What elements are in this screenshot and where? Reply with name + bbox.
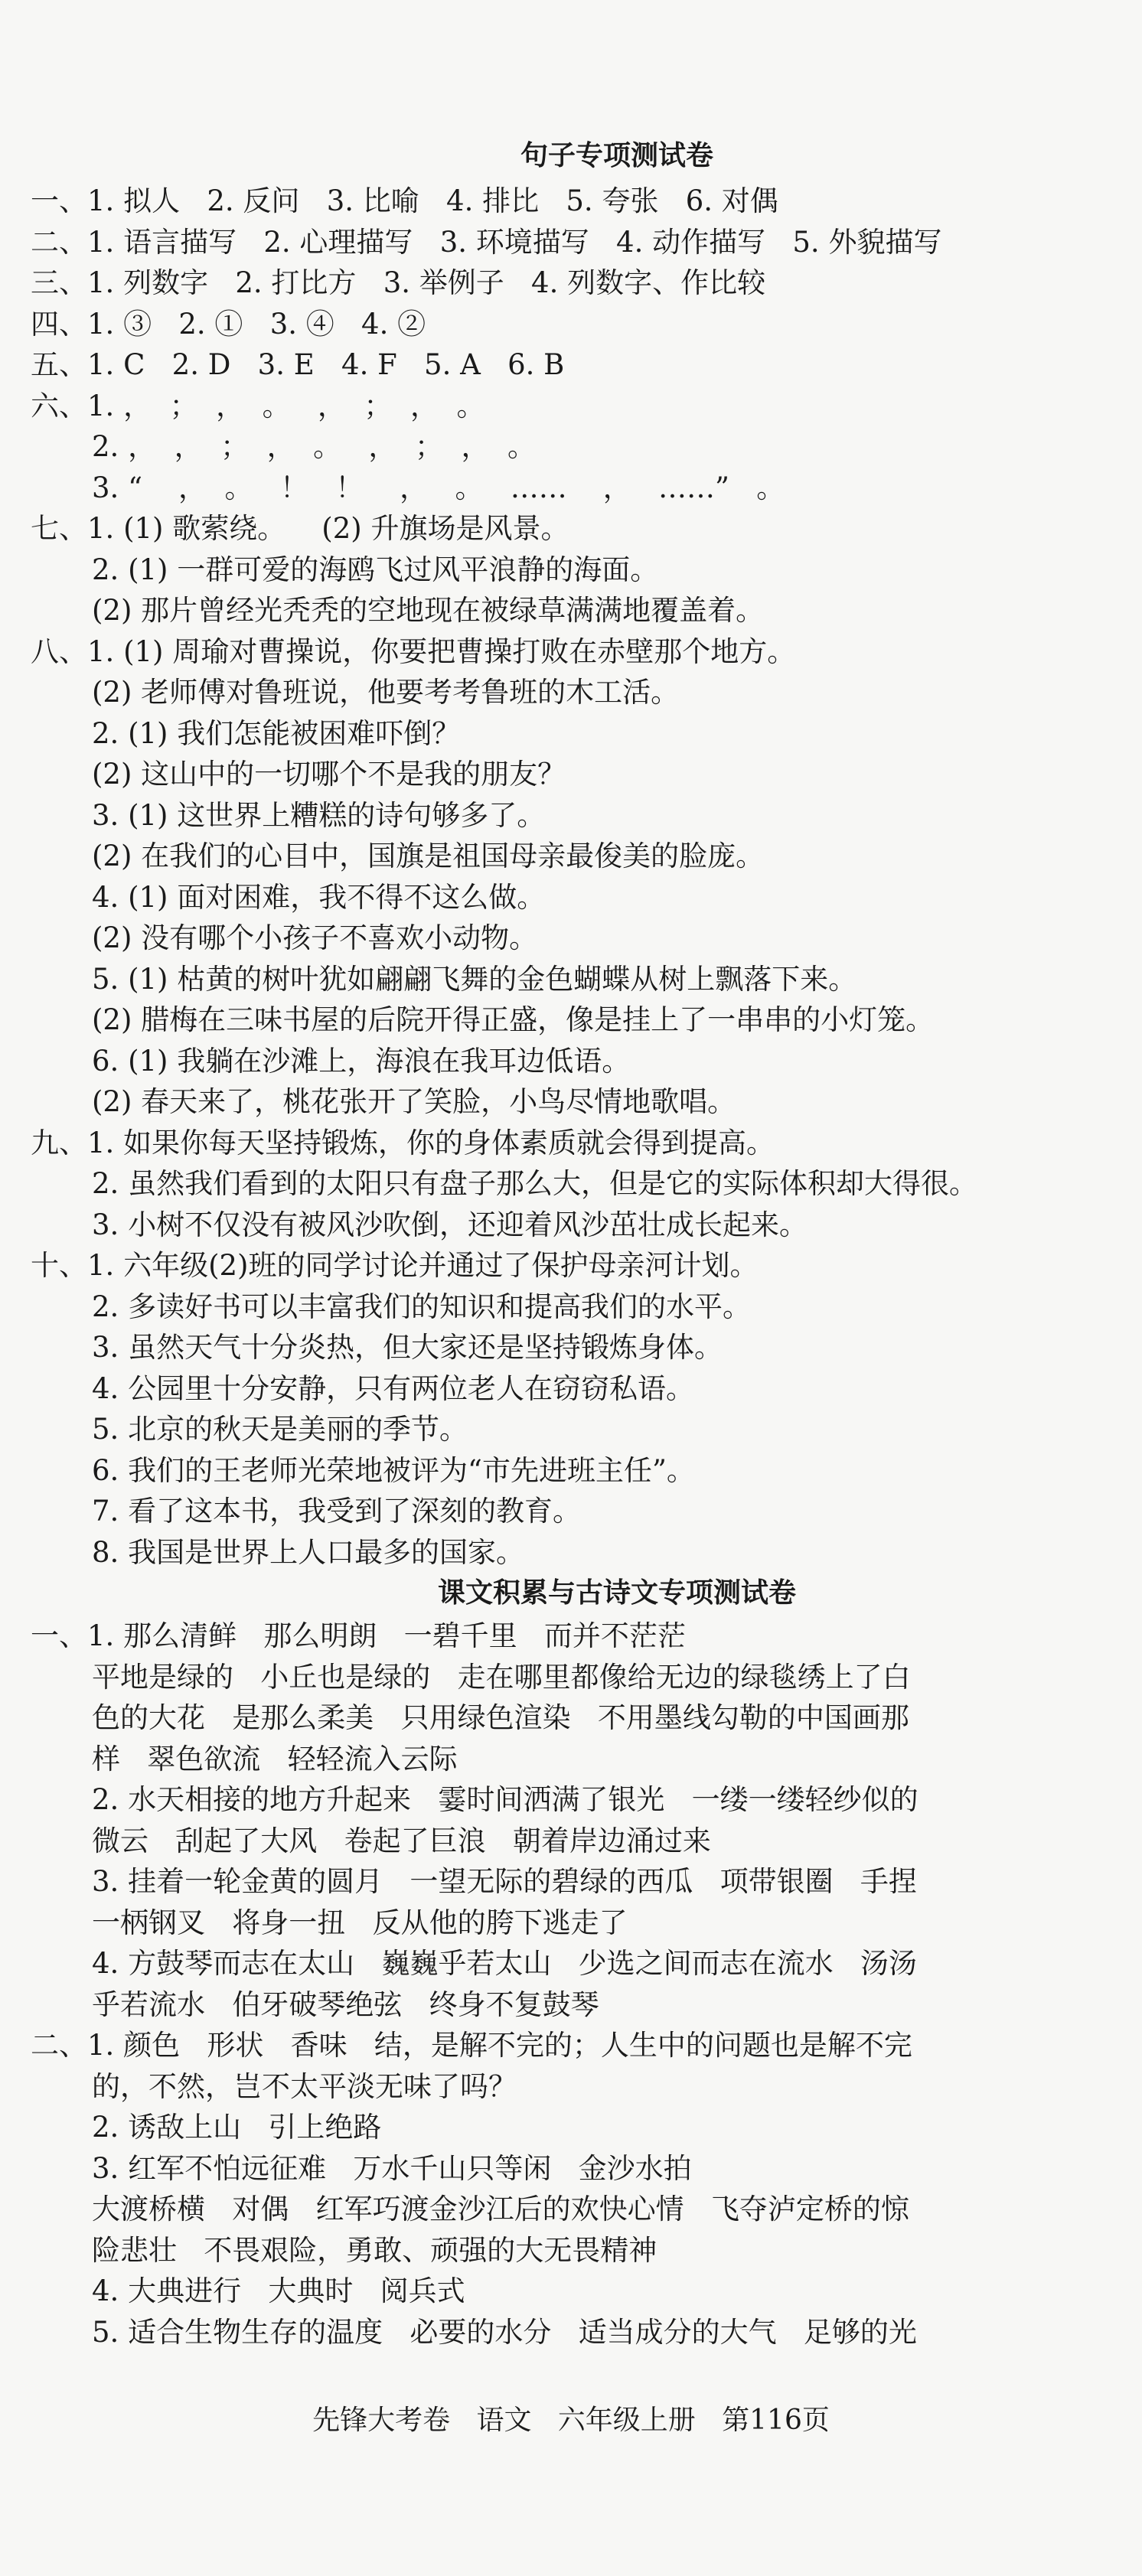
answer-line: (2) 腊梅在三味书屋的后院开得正盛，像是挂上了一串串的小灯笼。 [92,1003,935,1036]
answer-line: 2. 虽然我们看到的太阳只有盘子那么大，但是它的实际体积却大得很。 [92,1167,978,1200]
answer-line: 十、1. 六年级(2)班的同学讨论并通过了保护母亲河计划。 [31,1249,759,1282]
answer-line: 平地是绿的 小丘也是绿的 走在哪里都像给无边的绿毯绣上了白 [92,1660,911,1694]
answer-line: (2) 这山中的一切哪个不是我的朋友？ [92,758,566,791]
answer-line: 3. (1) 这世界上糟糕的诗句够多了。 [92,798,546,832]
answer-line: 6. 我们的王老师光荣地被评为“市先进班主任”。 [92,1453,695,1487]
answer-line: 3. 红军不怕远征难 万水千山只等闲 金沙水拍 [92,2151,692,2185]
answer-line: 2. 多读好书可以丰富我们的知识和提高我们的水平。 [92,1290,752,1323]
answer-line: (2) 没有哪个小孩子不喜欢小动物。 [92,921,538,954]
section2-answers [31,1616,1142,2353]
answer-line: 2. (1) 一群可爱的海鸥飞过风平浪静的海面。 [92,553,659,586]
answer-line: 险悲壮 不畏艰险，勇敢、顽强的大无畏精神 [92,2233,657,2267]
answer-line: 4. 公园里十分安静，只有两位老人在窃窃私语。 [92,1371,695,1405]
answer-line: 乎若流水 伯牙破琴绝弦 终身不复鼓琴 [92,1987,599,2021]
answer-line: 六、1. ， ； ， 。 ， ； ， 。 [31,389,485,422]
answer-line: 2. 水天相接的地方升起来 霎时间洒满了银光 一缕一缕轻纱似的 [92,1783,918,1816]
answer-line: 2. ， ， ； ， 。 ， ； ， 。 [92,430,537,463]
answer-line: (2) 在我们的心目中，国旗是祖国母亲最俊美的脸庞。 [92,840,765,872]
page-footer: 先锋大考卷 语文 六年级上册 第116页 [312,2405,830,2436]
answer-line: (2) 春天来了，桃花张开了笑脸，小鸟尽情地歌唱。 [92,1085,736,1118]
answer-line: (2) 老师傅对鲁班说，他要考考鲁班的木工活。 [92,676,680,709]
answer-line: 二、1. 语言描写 2. 心理描写 3. 环境描写 4. 动作描写 5. 外貌描写 [31,225,942,259]
answer-line: 一、1. 拟人 2. 反问 3. 比喻 4. 排比 5. 夸张 6. 对偶 [31,184,778,217]
answer-line: 一、1. 那么清鲜 那么明朗 一碧千里 而并不茫茫 [31,1619,686,1652]
answer-line: 色的大花 是那么柔美 只用绿色渲染 不用墨线勾勒的中国画那 [92,1701,909,1734]
section-title: 课文积累与古诗文专项测试卷 [437,1577,796,1609]
answer-line: 八、1. (1) 周瑜对曹操说，你要把曹操打败在赤壁那个地方。 [31,634,796,668]
answer-line: 5. 适合生物生存的温度 必要的水分 适当成分的大气 足够的光 [92,2315,917,2349]
answer-line: 九、1. 如果你每天坚持锻炼，你的身体素质就会得到提高。 [31,1126,775,1159]
answer-line: 5. 北京的秋天是美丽的季节。 [92,1413,468,1446]
answer-line: 三、1. 列数字 2. 打比方 3. 举例子 4. 列数字、作比较 [31,266,766,299]
answer-line: 的，不然，岂不太平淡无味了吗？ [92,2069,517,2103]
answer-line: 样 翠色欲流 轻轻流入云际 [92,1742,458,1775]
answer-line: 3. “ ， 。 ！ ！ ， 。 …… ， ……” 。 [92,471,785,504]
answer-line: 4. 大典进行 大典时 阅兵式 [92,2274,465,2307]
answer-line: 3. 虽然天气十分炎热，但大家还是坚持锻炼身体。 [92,1331,723,1364]
answer-line: 一柄钢叉 将身一扭 反从他的胯下逃走了 [92,1906,628,1939]
section1-answers [31,181,1142,1573]
answer-line: 5. (1) 枯黄的树叶犹如翩翩飞舞的金色蝴蝶从树上飘落下来。 [92,962,857,996]
answer-line: 7. 看了这本书，我受到了深刻的教育。 [92,1495,582,1528]
answer-line: 4. 方鼓琴而志在太山 巍巍乎若太山 少选之间而志在流水 汤汤 [92,1947,917,1980]
answer-line: 七、1. (1) 歌萦绕。 (2) 升旗场是风景。 [31,512,569,545]
answer-line: 二、1. 颜色 形状 香味 结，是解不完的；人生中的问题也是解不完 [31,2029,912,2062]
section-title: 句子专项测试卷 [520,140,713,171]
answer-line: 3. 小树不仅没有被风沙吹倒，还迎着风沙茁壮成长起来。 [92,1208,808,1241]
answer-line: 6. (1) 我躺在沙滩上，海浪在我耳边低语。 [92,1044,631,1078]
answer-line: 大渡桥横 对偶 红军巧渡金沙江后的欢快心情 飞夺泸定桥的惊 [92,2193,909,2225]
answer-line: (2) 那片曾经光秃秃的空地现在被绿草满满地覆盖着。 [92,594,765,627]
answer-line: 2. 诱敌上山 引上绝路 [92,2111,382,2144]
answer-line: 3. 挂着一轮金黄的圆月 一望无际的碧绿的西瓜 项带银圈 手捏 [92,1865,917,1898]
answer-line: 五、1. C 2. D 3. E 4. F 5. A 6. B [31,348,565,381]
answer-line: 微云 刮起了大风 卷起了巨浪 朝着岸边涌过来 [92,1824,711,1857]
answer-line: 4. (1) 面对困难，我不得不这么做。 [92,880,546,914]
answer-line: 8. 我国是世界上人口最多的国家。 [92,1535,525,1569]
answer-line: 2. (1) 我们怎能被困难吓倒？ [92,716,461,750]
answer-line: 四、1. ③ 2. ① 3. ④ 4. ② [31,307,426,341]
